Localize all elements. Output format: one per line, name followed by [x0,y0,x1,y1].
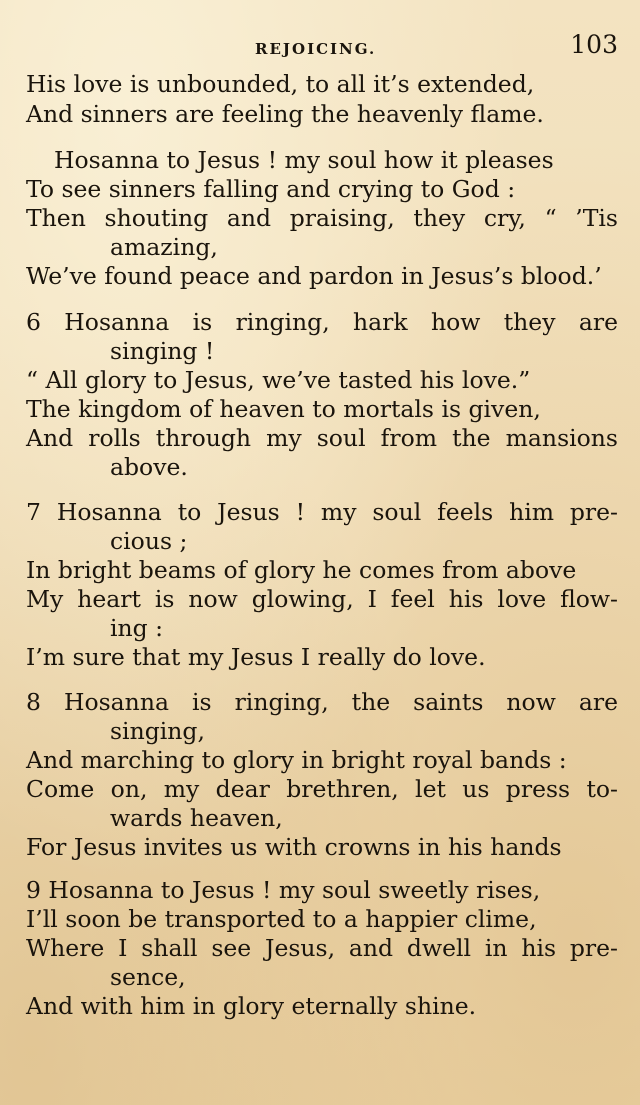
text-line: I’m sure that my Jesus I really do love. [26,643,486,671]
text-line: cious ; [110,527,188,555]
text-line: amazing, [110,233,218,261]
text-line: I’ll soon be transported to a happier clime, [26,905,537,933]
text-line: Then shouting and praising, they cry, “ ’Tis [26,204,618,232]
text-line: 9 Hosanna to Jesus ! my soul sweetly rises, [26,876,541,904]
text-line: 6 Hosanna is ringing, hark how they are [26,308,618,336]
text-line: And rolls through my soul from the mansions [26,424,618,452]
text-line: sence, [110,963,186,991]
text-line: For Jesus invites us with crowns in his hands [26,833,562,861]
text-line: My heart is now glowing, I feel his love flow- [26,585,618,613]
text-line: And with him in glory eternally shine. [26,992,477,1020]
page-number: 103 [570,30,618,59]
text-line: wards heaven, [110,804,283,832]
text-line: singing ! [110,337,215,365]
text-line: The kingdom of heaven to mortals is given, [26,395,541,423]
text-line: Where I shall see Jesus, and dwell in his pre- [26,934,618,962]
text-line: And marching to glory in bright royal bands : [26,746,567,774]
text-line: In bright beams of glory he comes from above [26,556,577,584]
text-line: 8 Hosanna is ringing, the saints now are [26,688,618,716]
page-header [0,30,640,70]
running-head: REJOICING. [255,40,377,58]
text-line: “ All glory to Jesus, we’ve tasted his love.” [26,366,531,394]
text-line: And sinners are feeling the heavenly flame. [26,100,544,128]
text-line: We’ve found peace and pardon in Jesus’s blood.’ [26,262,602,290]
text-line: To see sinners falling and crying to God : [26,175,516,203]
text-line: ing : [110,614,164,642]
text-line: Hosanna to Jesus ! my soul how it pleases [54,146,554,174]
text-line: 7 Hosanna to Jesus ! my soul feels him pre- [26,498,618,526]
text-line: His love is unbounded, to all it’s extended, [26,70,535,98]
text-line: singing, [110,717,205,745]
text-line: Come on, my dear brethren, let us press to- [26,775,618,803]
text-line: above. [110,453,188,481]
